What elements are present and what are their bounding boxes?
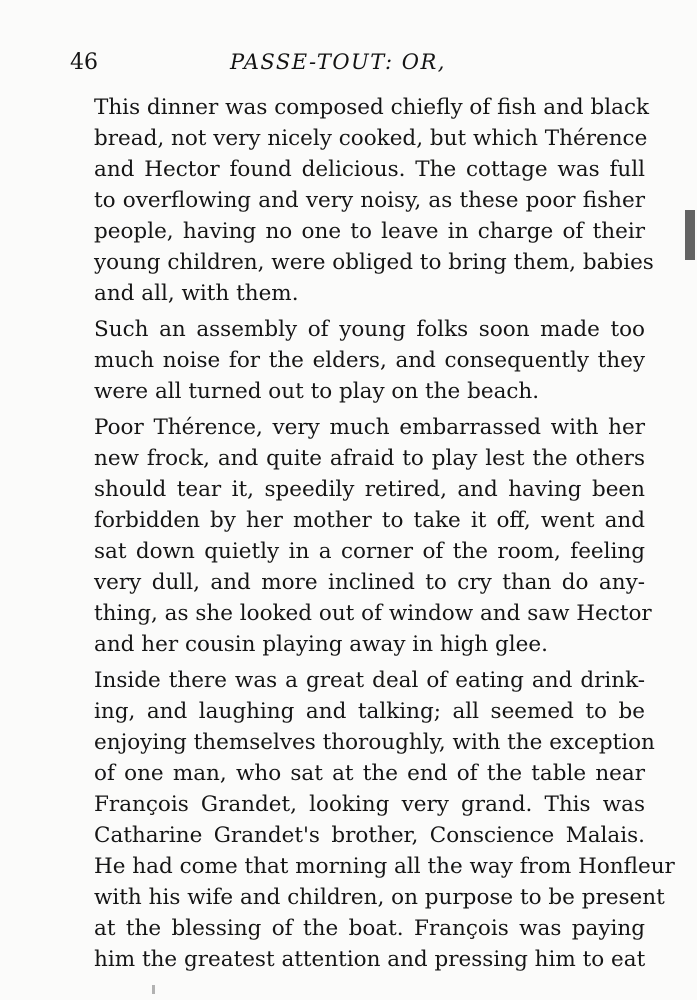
text-line: and all, with them. [94, 281, 299, 306]
ink-speck [152, 985, 155, 994]
paragraph-1 [70, 92, 654, 309]
text-line: Catharine Grandet's brother, Conscience Malais. [94, 823, 645, 848]
running-title: PASSE-TOUT: OR, [230, 50, 446, 74]
text-line: sat down quietly in a corner of the room, feeling [94, 539, 645, 564]
text-line: much noise for the elders, and consequently they [94, 348, 645, 373]
text-line: at the blessing of the boat. François was paying [94, 916, 645, 941]
text-line: people, having no one to leave in charge of their [94, 219, 645, 244]
page-edge-mark [685, 210, 695, 260]
text-line: thing, as she looked out of window and saw Hector [94, 601, 652, 626]
body-text [70, 92, 675, 980]
paragraph-3 [70, 412, 652, 660]
text-line: forbidden by her mother to take it off, went and [94, 508, 645, 533]
text-line: bread, not very nicely cooked, but which Thérence [94, 126, 648, 151]
text-line: to overflowing and very noisy, as these poor fisher [94, 188, 645, 213]
text-line: him the greatest attention and pressing him to eat [94, 947, 646, 972]
text-line: François Grandet, looking very grand. This was [94, 792, 645, 817]
text-line: Inside there was a great deal of eating and drink- [94, 668, 645, 693]
text-line: young children, were obliged to bring them, babies [94, 250, 654, 275]
page-number: 46 [70, 50, 98, 75]
paragraph-4 [70, 665, 675, 975]
text-line: ing, and laughing and talking; all seemed to be [94, 699, 645, 724]
text-line: and Hector found delicious. The cottage was full [94, 157, 645, 182]
text-line: He had come that morning all the way from Honfleur [94, 854, 675, 879]
text-line: Such an assembly of young folks soon made too [94, 317, 645, 342]
text-line: enjoying themselves thoroughly, with the exception [94, 730, 655, 755]
text-line: and her cousin playing away in high glee. [94, 632, 548, 657]
text-line: This dinner was composed chiefly of fish and black [94, 95, 650, 120]
text-line: very dull, and more inclined to cry than do any- [94, 570, 645, 595]
text-line: were all turned out to play on the beach. [94, 379, 540, 404]
text-line: Poor Thérence, very much embarrassed with her [94, 415, 645, 440]
paragraph-2 [70, 314, 645, 407]
text-line: with his wife and children, on purpose to be present [94, 885, 665, 910]
text-line: of one man, who sat at the end of the table near [94, 761, 645, 786]
page-header [70, 46, 645, 80]
text-line: new frock, and quite afraid to play lest the others [94, 446, 645, 471]
text-line: should tear it, speedily retired, and having been [94, 477, 645, 502]
